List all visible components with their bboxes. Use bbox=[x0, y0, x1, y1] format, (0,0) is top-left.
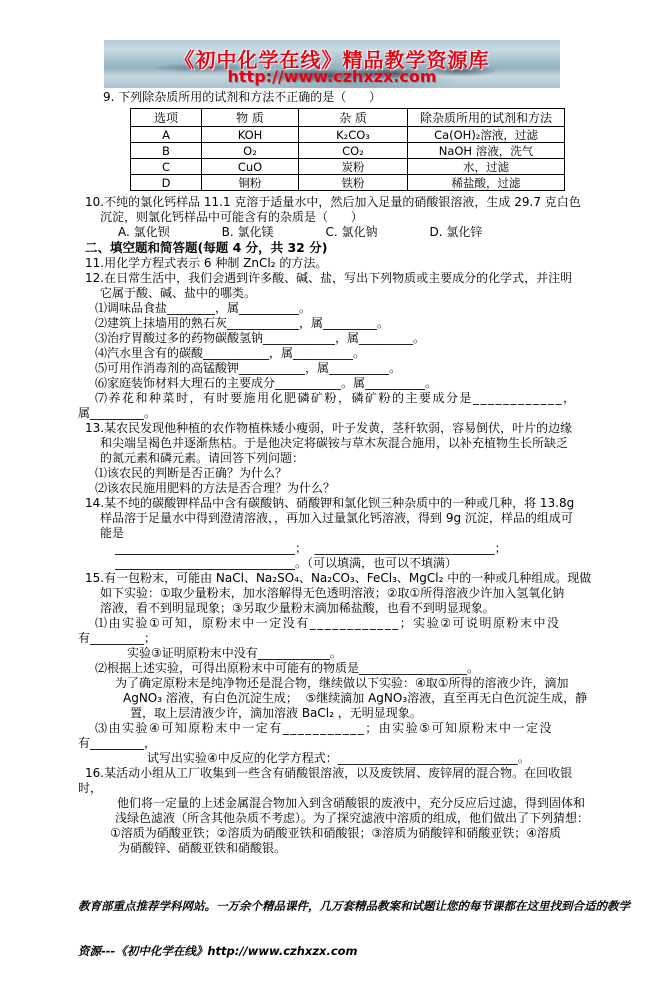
table-header-option: 选项 bbox=[131, 109, 202, 127]
q15-item-1-cont: 有_________； bbox=[78, 631, 157, 645]
q14-line: 样品溶于足量水中得到澄清溶液，，再加入过量氯化钙溶液，得到 9g 沉淀，样品的组成可 bbox=[100, 511, 573, 525]
table-row bbox=[131, 127, 565, 143]
question-12-stem: 12.在日常生活中，我们会遇到许多酸、碱、盐，写出下列物质或主要成分的化学式，并注明 bbox=[85, 271, 573, 285]
q12-line: 它属于酸、碱、盐中的哪类。 bbox=[100, 286, 257, 300]
q13-item-1: ⑴该农民的判断是否正确？为什么？ bbox=[95, 466, 288, 480]
exam-body bbox=[78, 90, 605, 856]
cell-method: 水，过滤 bbox=[408, 159, 565, 175]
q16-line: 他们将一定量的上述金属混合物加入到含硝酸银的废液中，充分反应后过滤，得到固体和 bbox=[117, 796, 586, 810]
table-row bbox=[131, 175, 565, 191]
table-header-method: 除杂质所用的试剂和方法 bbox=[408, 109, 565, 127]
question-14-stem: 14.某不纯的碳酸钾样品中含有碳酸钠、硝酸钾和氯化钡三种杂质中的一种或几种，将 13.8g bbox=[85, 496, 575, 510]
banner-title: 《初中化学在线》精品教学资源库 bbox=[174, 48, 490, 72]
cell-method: 稀盐酸，过滤 bbox=[408, 175, 565, 191]
cell-substance: CuO bbox=[202, 159, 299, 175]
cell-method: NaOH 溶液，洗气 bbox=[408, 143, 565, 159]
question-10-stem: 10.不纯的氯化钙样品 11.1 克溶于适量水中，然后加入足量的硝酸银溶液，生成 29.7 克白色 bbox=[85, 195, 581, 209]
cell-option: C bbox=[131, 159, 202, 175]
cell-option: B bbox=[131, 143, 202, 159]
q16-guesses: ①溶质为硝酸亚铁；②溶质为硝酸亚铁和硝酸银；③溶质为硝酸锌和硝酸亚铁；④溶质 bbox=[110, 826, 562, 840]
table-row bbox=[131, 143, 565, 159]
q12-item-7: ⑺养花和种菜时，有时要施用化肥磷矿粉，磷矿粉的主要成分是____________， bbox=[95, 391, 577, 405]
cell-impurity: 铁粉 bbox=[299, 175, 408, 191]
q15-line: 置，取上层清液少许，滴加溶液 BaCl₂ ，无明显现象。 bbox=[130, 706, 422, 720]
cell-option: A bbox=[131, 127, 202, 143]
q15-item-3: ⑶由实验④可知原粉末中一定有___________；由实验⑤可知原粉末中一定没 bbox=[95, 721, 554, 735]
cell-impurity: K₂CO₃ bbox=[299, 127, 408, 143]
question-10-stem-cont: 沉淀，则氯化钙样品中可能含有的杂质是（ ） bbox=[100, 210, 363, 224]
option-d: D. 氯化锌 bbox=[429, 225, 483, 239]
q15-line: 为了确定原粉末是纯净物还是混合物，继续做以下实验：④取①所得的溶液少许，滴加 bbox=[115, 676, 569, 690]
question-9-stem: 9. 下列除杂质所用的试剂和方法不正确的是（ ） bbox=[103, 90, 382, 104]
footer-line-with-url: 资源---《初中化学在线》http://www.czhxzx.com bbox=[78, 944, 358, 958]
question-10-options bbox=[118, 225, 605, 240]
q16-stem-cont: 时， bbox=[78, 781, 103, 795]
q12-item-2: ⑵建筑上抹墙用的熟石灰____________，属_________。 bbox=[95, 316, 390, 330]
cell-impurity: CO₂ bbox=[299, 143, 408, 159]
q14-line: 能是 bbox=[100, 526, 125, 540]
cell-substance: O₂ bbox=[202, 143, 299, 159]
cell-method: Ca(OH)₂溶液，过滤 bbox=[408, 127, 565, 143]
q15-line: 实验③证明原粉末中没有____________。 bbox=[127, 646, 342, 660]
question-9-table bbox=[130, 108, 565, 191]
footer-line: 教育部重点推荐学科网站。一万余个精品课件，几万套精品教案和试题让您的每节课都在这里找到合适的教学 bbox=[78, 899, 630, 913]
banner-url-link[interactable]: http://www.czhxzx.com bbox=[227, 67, 437, 86]
section-2-heading: 二、填空题和简答题(每题 4 分，共 32 分) bbox=[85, 240, 328, 255]
q12-item-6: ⑹家庭装饰材料大理石的主要成分___________。属__________。 bbox=[95, 376, 438, 390]
q12-item-4: ⑷汽水里含有的碳酸___________，属__________。 bbox=[95, 346, 366, 360]
cell-impurity: 炭粉 bbox=[299, 159, 408, 175]
question-16-stem: 16.某活动小组从工厂收集到一些含有硝酸银溶液，以及废铁屑、废锌屑的混合物。在回收银 bbox=[85, 766, 573, 780]
table-header-substance: 物 质 bbox=[202, 109, 299, 127]
q12-item-7-cont: 属_________。 bbox=[78, 406, 157, 420]
q13-line: 和尖端呈褐色并逐渐焦枯。于是他决定将碳铵与草木灰混合施用，以补充植物生长所缺乏 bbox=[100, 436, 569, 450]
q15-line: 溶液，看不到明显现象；③另取少量粉末滴加稀盐酸，也看不到明显现象。 bbox=[100, 601, 495, 615]
q15-equation-blank: 试写出实验④中反应的化学方程式：______________________________。 bbox=[147, 751, 530, 765]
page-footer bbox=[78, 869, 630, 989]
q12-item-3: ⑶治疗胃酸过多的药物碳酸氢钠____________，属_________。 bbox=[95, 331, 426, 345]
q15-item-1: ⑴由实验①可知，原粉末中一定没有____________；实验②可说明原粉末中没 bbox=[95, 616, 561, 630]
q13-line: 的氮元素和磷元素。请回答下列问题： bbox=[100, 451, 305, 465]
q13-item-2: ⑵该农民施用肥料的方法是否合理？为什么？ bbox=[95, 481, 336, 495]
table-header-impurity: 杂 质 bbox=[299, 109, 408, 127]
question-11: 11.用化学方程式表示 6 种制 ZnCl₂ 的方法。 bbox=[85, 256, 328, 270]
q14-answer-blanks: ______________________________。（可以填满，也可以不填满） bbox=[115, 556, 458, 570]
table-header-row bbox=[131, 109, 565, 127]
q14-answer-blanks: ______________________________； ______________________________； bbox=[115, 541, 507, 555]
q15-line: AgNO₃ 溶液，有白色沉淀生成； ⑤继续滴加 AgNO₃溶液，直至再无白色沉淀生成，静 bbox=[123, 691, 588, 705]
cell-substance: KOH bbox=[202, 127, 299, 143]
option-a: A. 氯化钡 bbox=[118, 225, 170, 239]
site-banner-image bbox=[104, 40, 560, 88]
q15-line: 如下实验：①取少量粉末，加水溶解得无色透明溶液；②取①所得溶液少许加入氢氧化钠 bbox=[100, 586, 565, 600]
option-c: C. 氯化钠 bbox=[325, 225, 378, 239]
table-row bbox=[131, 159, 565, 175]
question-13-stem: 13.某农民发现他种植的农作物植株矮小瘦弱，叶子发黄，茎秆软弱，容易倒伏，叶片的边缘 bbox=[85, 421, 573, 435]
cell-substance: 铜粉 bbox=[202, 175, 299, 191]
option-b: B. 氯化镁 bbox=[221, 225, 274, 239]
q12-item-5: ⑸可用作消毒剂的高锰酸钾___________，属__________。 bbox=[95, 361, 402, 375]
cell-option: D bbox=[131, 175, 202, 191]
q16-line: 浅绿色滤液（所含其他杂质不考虑）。为了探究滤液中溶质的组成，他们做出了下列猜想： bbox=[115, 811, 590, 825]
q16-guesses-cont: 为硝酸锌、硝酸亚铁和硝酸银。 bbox=[118, 841, 287, 855]
q15-item-2: ⑵根据上述实验，可得出原粉末中可能有的物质是__________________。 bbox=[95, 661, 480, 675]
q15-item-3-cont: 有_________， bbox=[78, 736, 157, 750]
question-15-stem: 15.有一包粉末，可能由 NaCl、Na₂SO₄、Na₂CO₃、FeCl₃、MgCl₂ 中的一种或几种组成。现做 bbox=[85, 571, 592, 585]
q12-item-1: ⑴调味品食盐________，属__________。 bbox=[95, 301, 312, 315]
